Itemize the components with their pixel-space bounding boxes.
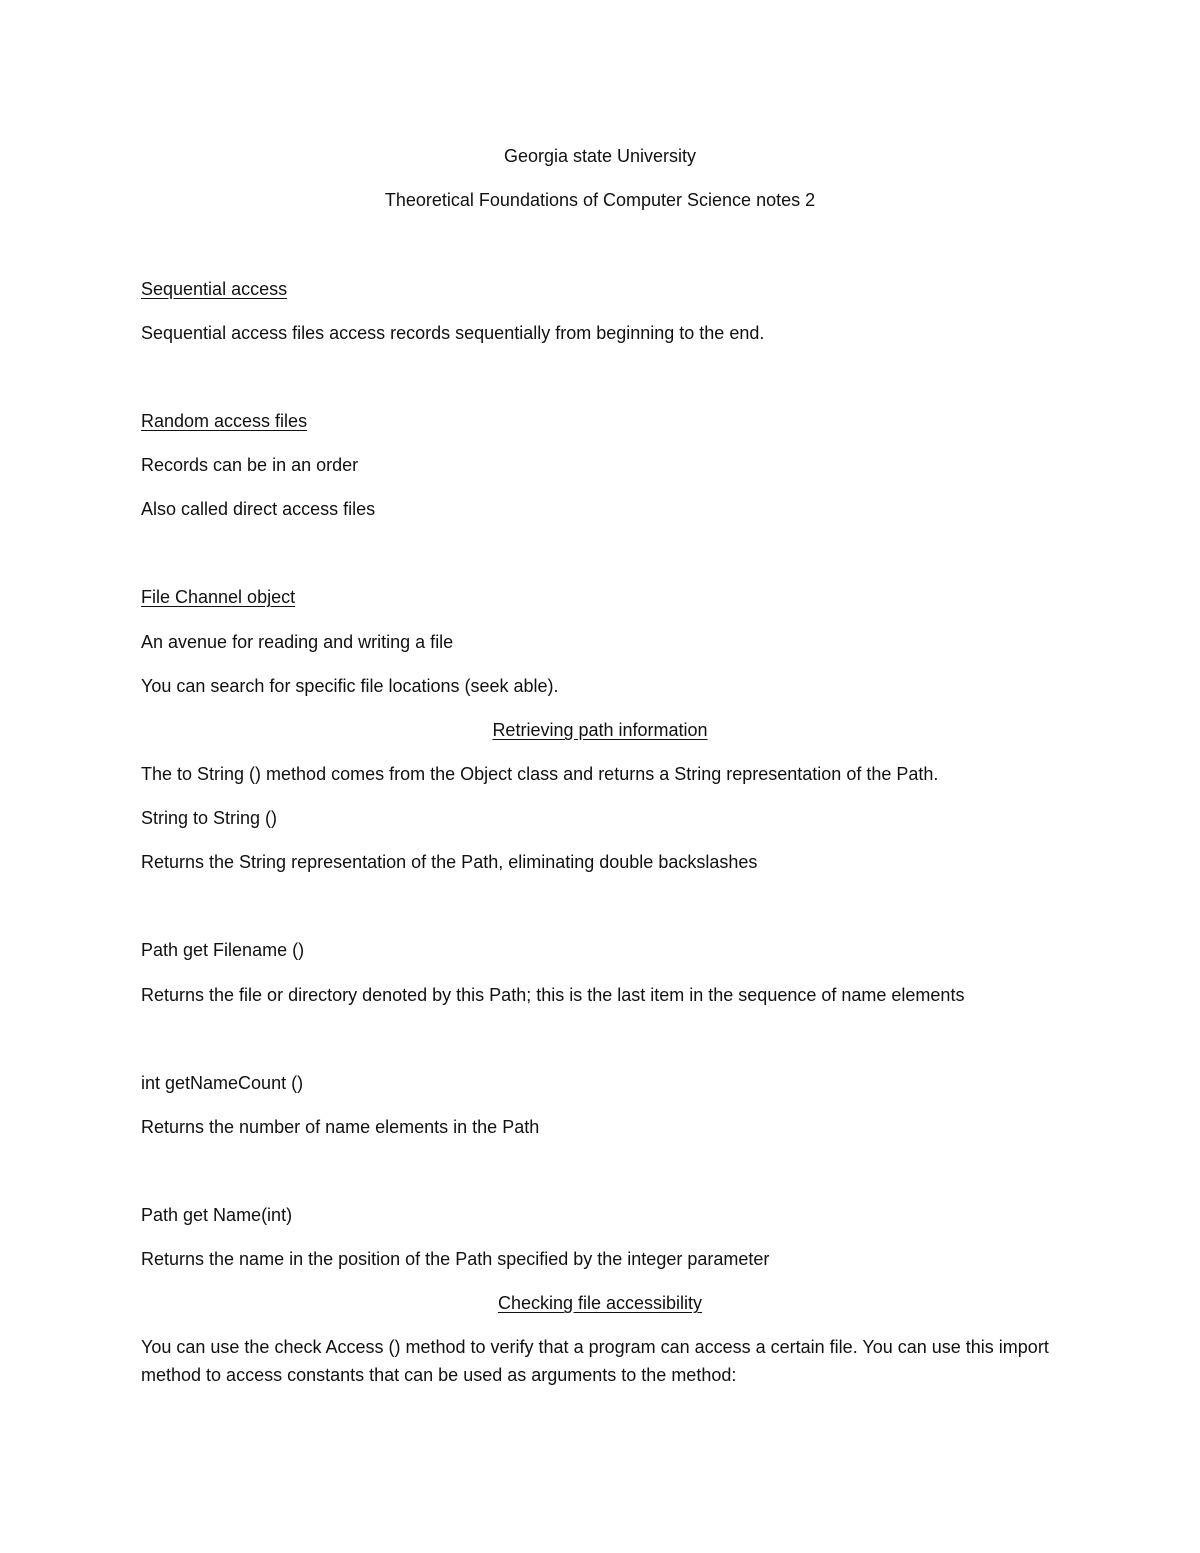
heading-file-channel: File Channel object (141, 587, 296, 607)
heading-path-information: Retrieving path information (492, 720, 708, 740)
paragraph-file-channel-2: You can search for specific file locations (seek able). (141, 676, 559, 696)
paragraph-tostring-method: The to String () method comes from the Object class and returns a String representation of the Path. (141, 764, 939, 784)
paragraph-random-access-1: Records can be in an order (141, 455, 359, 475)
description-getfilename: Returns the file or directory denoted by this Path; this is the last item in the sequence of name elements (141, 985, 965, 1005)
heading-file-accessibility: Checking file accessibility (497, 1293, 703, 1313)
institution-name: Georgia state University (503, 146, 697, 166)
paragraph-file-channel-1: An avenue for reading and writing a file (141, 632, 454, 652)
signature-getname: Path get Name(int) (141, 1205, 293, 1225)
heading-random-access: Random access files (141, 411, 308, 431)
description-getnamecount: Returns the number of name elements in the Path (141, 1117, 540, 1137)
signature-getnamecount: int getNameCount () (141, 1073, 304, 1093)
paragraph-random-access-2: Also called direct access files (141, 499, 376, 519)
heading-sequential-access: Sequential access (141, 279, 288, 299)
signature-getfilename: Path get Filename () (141, 940, 305, 960)
document-title: Theoretical Foundations of Computer Science notes 2 (384, 190, 816, 210)
paragraph-file-accessibility: You can use the check Access () method to verify that a program can access a certain file. You can use this import method to access constants that can be used as arguments to the method: (141, 1337, 1049, 1385)
description-getname: Returns the name in the position of the Path specified by the integer parameter (141, 1249, 770, 1269)
paragraph-sequential-access: Sequential access files access records sequentially from beginning to the end. (141, 323, 765, 343)
signature-tostring: String to String () (141, 808, 278, 828)
description-tostring: Returns the String representation of the Path, eliminating double backslashes (141, 852, 758, 872)
